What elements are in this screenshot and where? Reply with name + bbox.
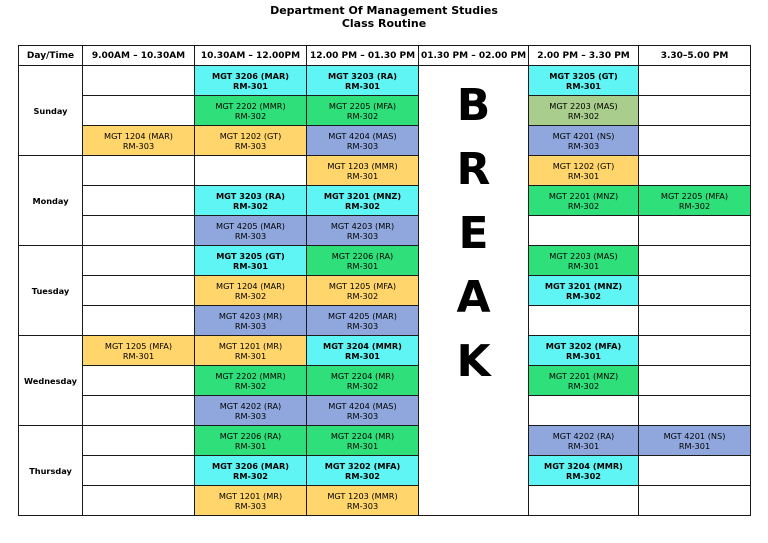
cell-wed1-s3: MGT 3204 (MMR) RM-301: [307, 336, 419, 366]
cell-thu3-s1: [83, 486, 195, 516]
cell-mon2-s1: [83, 186, 195, 216]
cell-mon2-s2: MGT 3203 (RA) RM-302: [195, 186, 307, 216]
cell-sun2-s2: MGT 2202 (MMR) RM-302: [195, 96, 307, 126]
cell-tue2-s2: MGT 1204 (MAR) RM-302: [195, 276, 307, 306]
cell-thu3-s3: MGT 1203 (MMR) RM-303: [307, 486, 419, 516]
cell-wed3-s3: MGT 4204 (MAS) RM-303: [307, 396, 419, 426]
cell-mon3-s5: [529, 216, 639, 246]
break-letter-r: R: [456, 144, 491, 195]
cell-sun1-s3: MGT 3203 (RA) RM-301: [307, 66, 419, 96]
cell-wed2-s2: MGT 2202 (MMR) RM-302: [195, 366, 307, 396]
cell-mon2-s5: MGT 2201 (MNZ) RM-302: [529, 186, 639, 216]
day-monday: Monday: [19, 156, 83, 246]
table-row: [19, 306, 751, 336]
cell-mon2-s6: MGT 2205 (MFA) RM-302: [639, 186, 751, 216]
cell-tue2-s5: MGT 3201 (MNZ) RM-302: [529, 276, 639, 306]
cell-mon1-s3: MGT 1203 (MMR) RM-301: [307, 156, 419, 186]
cell-tue3-s6: [639, 306, 751, 336]
cell-thu1-s6: MGT 4201 (NS) RM-301: [639, 426, 751, 456]
col-header-slot-break: 01.30 PM – 02.00 PM: [419, 46, 529, 66]
table-row: [19, 156, 751, 186]
table-row: [19, 216, 751, 246]
cell-thu2-s2: MGT 3206 (MAR) RM-302: [195, 456, 307, 486]
cell-wed2-s3: MGT 2204 (MR) RM-302: [307, 366, 419, 396]
table-row: [19, 366, 751, 396]
cell-thu3-s5: [529, 486, 639, 516]
cell-thu2-s5: MGT 3204 (MMR) RM-302: [529, 456, 639, 486]
cell-mon3-s3: MGT 4203 (MR) RM-303: [307, 216, 419, 246]
cell-tue3-s3: MGT 4205 (MAR) RM-303: [307, 306, 419, 336]
cell-wed1-s1: MGT 1205 (MFA) RM-301: [83, 336, 195, 366]
cell-tue1-s3: MGT 2206 (RA) RM-301: [307, 246, 419, 276]
cell-sun3-s2: MGT 1202 (GT) RM-303: [195, 126, 307, 156]
cell-tue1-s5: MGT 2203 (MAS) RM-301: [529, 246, 639, 276]
col-header-slot-1: 9.00AM – 10.30AM: [83, 46, 195, 66]
cell-sun2-s3: MGT 2205 (MFA) RM-302: [307, 96, 419, 126]
cell-thu1-s3: MGT 2204 (MR) RM-301: [307, 426, 419, 456]
break-letter-b: B: [456, 80, 491, 131]
cell-wed2-s5: MGT 2201 (MNZ) RM-302: [529, 366, 639, 396]
cell-tue3-s1: [83, 306, 195, 336]
cell-wed1-s5: MGT 3202 (MFA) RM-301: [529, 336, 639, 366]
cell-thu3-s2: MGT 1201 (MR) RM-303: [195, 486, 307, 516]
table-row: [19, 396, 751, 426]
routine-subtitle: Class Routine: [341, 17, 427, 30]
cell-thu1-s1: [83, 426, 195, 456]
break-letter-e: E: [458, 208, 489, 259]
day-thursday: Thursday: [19, 426, 83, 516]
cell-tue1-s1: [83, 246, 195, 276]
cell-thu2-s3: MGT 3202 (MFA) RM-302: [307, 456, 419, 486]
col-header-day-time: Day/Time: [19, 46, 83, 66]
cell-wed2-s1: [83, 366, 195, 396]
cell-tue1-s6: [639, 246, 751, 276]
cell-sun1-s6: [639, 66, 751, 96]
cell-mon1-s2: [195, 156, 307, 186]
cell-wed3-s2: MGT 4202 (RA) RM-303: [195, 396, 307, 426]
table-row: [19, 336, 751, 366]
cell-mon3-s6: [639, 216, 751, 246]
table-row: [19, 276, 751, 306]
header-row: [19, 46, 751, 66]
cell-thu2-s1: [83, 456, 195, 486]
cell-wed3-s6: [639, 396, 751, 426]
cell-sun1-s2: MGT 3206 (MAR) RM-301: [195, 66, 307, 96]
cell-thu1-s2: MGT 2206 (RA) RM-301: [195, 426, 307, 456]
cell-wed1-s6: [639, 336, 751, 366]
col-header-slot-6: 3.30–5.00 PM: [639, 46, 751, 66]
table-row: [19, 66, 751, 96]
table-row: [19, 456, 751, 486]
cell-sun3-s1: MGT 1204 (MAR) RM-303: [83, 126, 195, 156]
cell-mon1-s5: MGT 1202 (GT) RM-301: [529, 156, 639, 186]
cell-wed3-s1: [83, 396, 195, 426]
cell-thu2-s6: [639, 456, 751, 486]
table-row: [19, 96, 751, 126]
break-letter-a: A: [456, 272, 491, 323]
cell-sun2-s6: [639, 96, 751, 126]
day-sunday: Sunday: [19, 66, 83, 156]
col-header-slot-2: 10.30AM – 12.00PM: [195, 46, 307, 66]
class-routine-table: [18, 45, 751, 516]
break-letter-k: K: [456, 336, 491, 387]
col-header-slot-5: 2.00 PM – 3.30 PM: [529, 46, 639, 66]
cell-mon3-s1: [83, 216, 195, 246]
table-row: [19, 246, 751, 276]
cell-sun3-s3: MGT 4204 (MAS) RM-303: [307, 126, 419, 156]
cell-tue3-s2: MGT 4203 (MR) RM-303: [195, 306, 307, 336]
col-header-slot-3: 12.00 PM – 01.30 PM: [307, 46, 419, 66]
table-row: [19, 426, 751, 456]
department-title: Department Of Management Studies: [270, 4, 498, 17]
table-row: [19, 486, 751, 516]
cell-mon3-s2: MGT 4205 (MAR) RM-303: [195, 216, 307, 246]
cell-mon1-s6: [639, 156, 751, 186]
cell-wed2-s6: [639, 366, 751, 396]
cell-tue2-s1: [83, 276, 195, 306]
cell-sun3-s5: MGT 4201 (NS) RM-303: [529, 126, 639, 156]
cell-wed1-s2: MGT 1201 (MR) RM-301: [195, 336, 307, 366]
table-row: [19, 186, 751, 216]
day-wednesday: Wednesday: [19, 336, 83, 426]
cell-thu1-s5: MGT 4202 (RA) RM-301: [529, 426, 639, 456]
cell-tue3-s5: [529, 306, 639, 336]
day-tuesday: Tuesday: [19, 246, 83, 336]
cell-sun1-s1: [83, 66, 195, 96]
cell-sun1-s5: MGT 3205 (GT) RM-301: [529, 66, 639, 96]
cell-sun2-s1: [83, 96, 195, 126]
cell-sun2-s5: MGT 2203 (MAS) RM-302: [529, 96, 639, 126]
cell-tue2-s3: MGT 1205 (MFA) RM-302: [307, 276, 419, 306]
cell-wed3-s5: [529, 396, 639, 426]
cell-mon1-s1: [83, 156, 195, 186]
break-column: [419, 66, 529, 516]
cell-tue1-s2: MGT 3205 (GT) RM-301: [195, 246, 307, 276]
cell-thu3-s6: [639, 486, 751, 516]
cell-sun3-s6: [639, 126, 751, 156]
cell-mon2-s3: MGT 3201 (MNZ) RM-302: [307, 186, 419, 216]
cell-tue2-s6: [639, 276, 751, 306]
table-row: [19, 126, 751, 156]
